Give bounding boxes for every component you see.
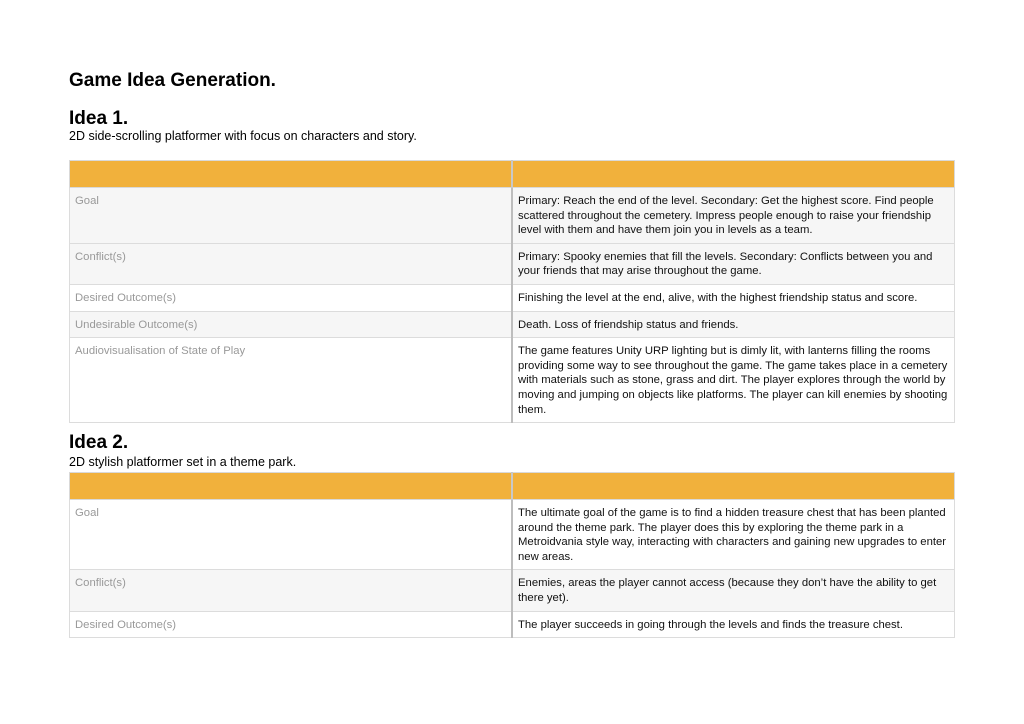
row-value-conflicts: Primary: Spooky enemies that fill the levels. Secondary: Conflicts between you and your friends that may arise throughout the game. (512, 243, 955, 284)
row-label-undesirable-outcomes: Undesirable Outcome(s) (70, 311, 513, 338)
idea-2-heading: Idea 2. (69, 432, 129, 453)
row-value-desired-outcomes: The player succeeds in going through the levels and finds the treasure chest. (512, 611, 955, 638)
row-value-conflicts: Enemies, areas the player cannot access (because they don’t have the ability to get there yet). (512, 570, 955, 611)
table-header-row (70, 473, 955, 500)
idea-2-subtitle: 2D stylish platformer set in a theme park. (69, 455, 297, 469)
row-label-audiovisualisation: Audiovisualisation of State of Play (70, 338, 513, 423)
row-value-goal: Primary: Reach the end of the level. Secondary: Get the highest score. Find people scattered throughout the cemetery. Impress people enough to raise your friendship level with them and have them join you in levels as a team. (512, 188, 955, 244)
row-label-desired-outcomes: Desired Outcome(s) (70, 611, 513, 638)
table-row (70, 243, 955, 284)
header-cell-value (512, 161, 955, 188)
row-value-audiovisualisation: The game features Unity URP lighting but is dimly lit, with lanterns filling the rooms providing some way to see throughout the game. The game takes place in a cemetery with materials such as stone, grass and dirt. The player explores through the world by moving and jumping on objects like platforms. The player can kill enemies by shooting them. (512, 338, 955, 423)
row-label-conflicts: Conflict(s) (70, 243, 513, 284)
row-label-goal: Goal (70, 188, 513, 244)
table-row (70, 570, 955, 611)
header-cell-value (512, 473, 955, 500)
row-label-desired-outcomes: Desired Outcome(s) (70, 284, 513, 311)
row-label-goal: Goal (70, 500, 513, 570)
row-value-undesirable-outcomes: Death. Loss of friendship status and friends. (512, 311, 955, 338)
idea-1-subtitle: 2D side-scrolling platformer with focus on characters and story. (69, 129, 417, 143)
header-cell-label (70, 161, 513, 188)
table-row (70, 500, 955, 570)
table-row (70, 338, 955, 423)
row-label-conflicts: Conflict(s) (70, 570, 513, 611)
table-row (70, 188, 955, 244)
idea-2-table (69, 472, 955, 638)
header-cell-label (70, 473, 513, 500)
row-value-goal: The ultimate goal of the game is to find a hidden treasure chest that has been planted around the theme park. The player does this by exploring the theme park in a Metroidvania style way, interacting with characters and gaining new upgrades to enter new areas. (512, 500, 955, 570)
table-header-row (70, 161, 955, 188)
table-row (70, 611, 955, 638)
table-row (70, 311, 955, 338)
idea-1-heading: Idea 1. (69, 108, 129, 129)
idea-1-table (69, 160, 955, 423)
table-row (70, 284, 955, 311)
row-value-desired-outcomes: Finishing the level at the end, alive, with the highest friendship status and score. (512, 284, 955, 311)
document-title: Game Idea Generation. (69, 70, 276, 91)
